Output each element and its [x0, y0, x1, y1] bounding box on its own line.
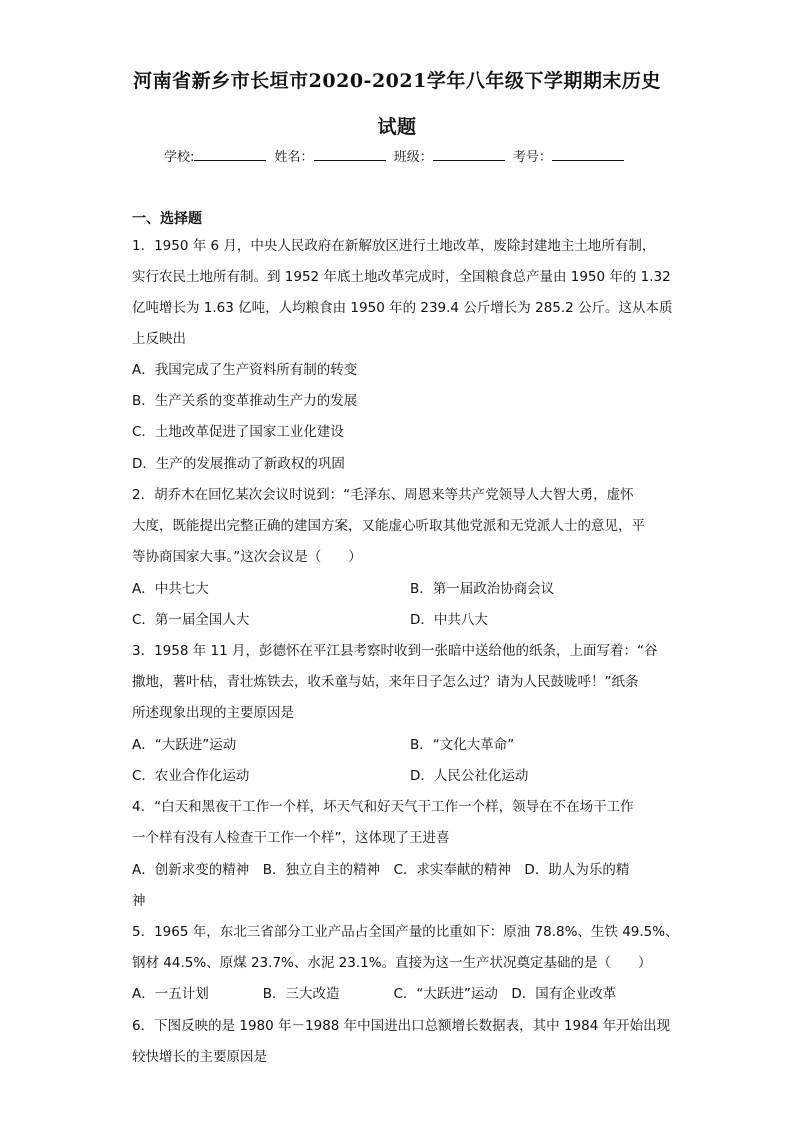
- name-blank: [314, 148, 386, 161]
- question-2-option-d: D．中共八大: [410, 612, 488, 628]
- exam-number-blank: [552, 148, 624, 161]
- student-info-row: [164, 146, 628, 165]
- question-2-option-a: A．中共七大: [132, 581, 209, 597]
- page-title-continued: 试题: [377, 116, 417, 138]
- question-1-line: 上反映出: [132, 331, 186, 347]
- question-4-options-wrap: 神: [132, 893, 146, 909]
- question-1-option-b: B．生产关系的变革推动生产力的发展: [132, 393, 358, 409]
- class-label: 班级：: [393, 150, 433, 165]
- question-2-line: 等协商国家大事。”这次会议是（ ）: [132, 549, 362, 565]
- question-3-line: 所述现象出现的主要原因是: [132, 705, 294, 721]
- question-4-line: 4．“白天和黑夜干工作一个样，坏天气和好天气干工作一个样，领导在不在场干工作: [132, 799, 634, 815]
- question-1-option-d: D．生产的发展推动了新政权的巩固: [132, 456, 345, 472]
- question-1-option-a: A．我国完成了生产资料所有制的转变: [132, 362, 358, 378]
- question-1-option-c: C．土地改革促进了国家工业化建设: [132, 424, 344, 440]
- question-6-line: 6．下图反映的是 1980 年－1988 年中国进出口总额增长数据表，其中 1984 年开始出现: [132, 1018, 671, 1034]
- question-5-options: A．一五计划 B．三大改造 C．“大跃进”运动 D．国有企业改革: [132, 986, 617, 1002]
- section-title: 一、选择题: [132, 211, 202, 227]
- question-2-option-b: B．第一届政治协商会议: [410, 581, 555, 597]
- question-3-option-a: A．“大跃进”运动: [132, 737, 237, 753]
- question-3-line: 撒地，薯叶枯，青壮炼铁去，收禾童与姑，来年日子怎么过？请为人民鼓咙呼！”纸条: [132, 674, 639, 690]
- question-5-line: 5．1965 年，东北三省部分工业产品占全国产量的比重如下：原油 78.8%、生铁 49.5%、: [132, 924, 679, 940]
- exam-number-label: 考号：: [512, 150, 552, 165]
- question-3-option-d: D．人民公社化运动: [410, 768, 529, 784]
- question-2-line: 2．胡乔木在回忆某次会议时说到：“毛泽东、周恩来等共产党领导人大智大勇，虚怀: [132, 487, 634, 503]
- question-1-line: 亿吨增长为 1.63 亿吨，人均粮食由 1950 年的 239.4 公斤增长为 285.2 公斤。这从本质: [132, 300, 673, 316]
- question-3-option-b: B．“文化大革命”: [410, 737, 515, 753]
- question-3-option-c: C．农业合作化运动: [132, 768, 250, 784]
- question-5-line: 钢材 44.5%、原煤 23.7%、水泥 23.1%。直接为这一生产状况奠定基础的是（ ）: [132, 955, 652, 971]
- question-4-options: A．创新求变的精神 B．独立自主的精神 C．求实奉献的精神 D．助人为乐的精: [132, 862, 630, 878]
- name-label: 姓名：: [274, 150, 314, 165]
- question-6-line: 较快增长的主要原因是: [132, 1049, 267, 1065]
- question-3-line: 3．1958 年 11 月，彭德怀在平江县考察时收到一张暗中送给他的纸条，上面写着：“谷: [132, 643, 658, 659]
- school-blank: [194, 148, 266, 161]
- question-2-option-c: C．第一届全国人大: [132, 612, 250, 628]
- question-1-line: 实行农民土地所有制。到 1952 年底土地改革完成时，全国粮食总产量由 1950 年的 1.32: [132, 269, 671, 285]
- school-label: 学校:: [164, 150, 195, 165]
- class-blank: [433, 148, 505, 161]
- question-2-line: 大度，既能提出完整正确的建国方案，又能虚心听取其他党派和无党派人士的意见，平: [132, 518, 645, 534]
- page-title: 河南省新乡市长垣市2020-2021学年八年级下学期期末历史: [133, 70, 661, 92]
- question-4-line: 一个样有没有人检查干工作一个样”，这体现了王进喜: [132, 830, 450, 846]
- question-1-line: 1．1950 年 6 月，中央人民政府在新解放区进行土地改革，废除封建地主土地所有制，: [132, 238, 656, 254]
